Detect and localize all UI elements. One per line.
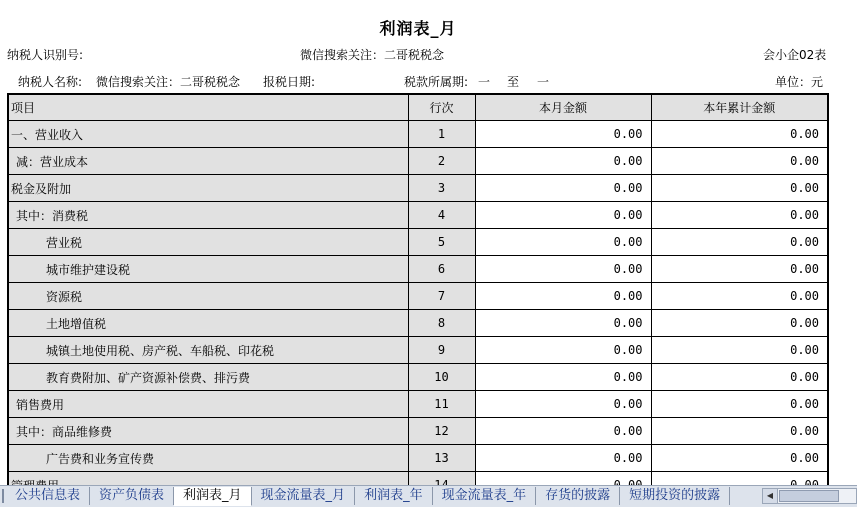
month-amount-cell[interactable]: 0.00 bbox=[475, 148, 651, 175]
table-row bbox=[8, 418, 828, 445]
row-number-cell[interactable]: 3 bbox=[408, 175, 475, 202]
tax-period-to: 一 bbox=[537, 75, 550, 89]
month-amount-cell[interactable]: 0.00 bbox=[475, 256, 651, 283]
row-item-cell[interactable]: 城镇土地使用税、房产税、车船税、印花税 bbox=[8, 337, 408, 364]
row-item-cell[interactable]: 减：营业成本 bbox=[8, 148, 408, 175]
ytd-amount-cell[interactable]: 0.00 bbox=[651, 337, 828, 364]
row-number-cell[interactable]: 1 bbox=[408, 121, 475, 148]
scroll-left-icon[interactable]: ◀ bbox=[763, 489, 778, 503]
tab-scroll-handle[interactable] bbox=[2, 489, 4, 503]
ytd-amount-cell[interactable]: 0.00 bbox=[651, 418, 828, 445]
month-amount-cell[interactable]: 0.00 bbox=[475, 445, 651, 472]
month-amount-cell[interactable]: 0.00 bbox=[475, 337, 651, 364]
tab-cash-flow-annual[interactable]: 现金流量表_年 bbox=[433, 487, 537, 505]
row-item-cell[interactable]: 其中：商品维修费 bbox=[8, 418, 408, 445]
row-number-cell[interactable]: 7 bbox=[408, 283, 475, 310]
horizontal-scrollbar[interactable] bbox=[762, 488, 857, 504]
filing-date-label: 报税日期: bbox=[263, 75, 316, 89]
column-header-item[interactable]: 项目 bbox=[8, 94, 408, 121]
tab-inventory-disclosure[interactable]: 存货的披露 bbox=[536, 487, 620, 505]
tax-period-from: 一 bbox=[478, 75, 491, 89]
row-item-cell[interactable]: 一、营业收入 bbox=[8, 121, 408, 148]
column-header-month-amount[interactable]: 本月金额 bbox=[475, 94, 651, 121]
ytd-amount-cell[interactable]: 0.00 bbox=[651, 202, 828, 229]
row-number-cell[interactable]: 11 bbox=[408, 391, 475, 418]
column-header-line-no[interactable]: 行次 bbox=[408, 94, 475, 121]
row-number-cell[interactable]: 5 bbox=[408, 229, 475, 256]
row-number-cell[interactable]: 8 bbox=[408, 310, 475, 337]
sheet-tabs bbox=[0, 486, 760, 507]
tab-income-statement-monthly[interactable]: 利润表_月 bbox=[174, 487, 252, 506]
month-amount-cell[interactable]: 0.00 bbox=[475, 202, 651, 229]
ytd-amount-cell[interactable]: 0.00 bbox=[651, 256, 828, 283]
taxpayer-name-label: 纳税人名称: bbox=[18, 75, 83, 89]
taxpayer-name-value: 微信搜索关注：二哥税税念 bbox=[96, 75, 241, 89]
ytd-amount-cell[interactable]: 0.00 bbox=[651, 175, 828, 202]
sheet-tab-bar bbox=[0, 485, 857, 507]
ytd-amount-cell[interactable]: 0.00 bbox=[651, 283, 828, 310]
wechat-notice: 微信搜索关注：二哥税税念 bbox=[300, 48, 445, 62]
row-item-cell[interactable]: 营业税 bbox=[8, 229, 408, 256]
month-amount-cell[interactable]: 0.00 bbox=[475, 175, 651, 202]
table-header-row bbox=[8, 94, 828, 121]
row-item-cell[interactable]: 广告费和业务宣传费 bbox=[8, 445, 408, 472]
month-amount-cell[interactable]: 0.00 bbox=[475, 121, 651, 148]
table-row bbox=[8, 283, 828, 310]
table-row bbox=[8, 229, 828, 256]
row-number-cell[interactable]: 6 bbox=[408, 256, 475, 283]
row-item-cell[interactable]: 城市维护建设税 bbox=[8, 256, 408, 283]
row-number-cell[interactable]: 10 bbox=[408, 364, 475, 391]
table-row bbox=[8, 391, 828, 418]
table-row bbox=[8, 364, 828, 391]
row-item-cell[interactable]: 销售费用 bbox=[8, 391, 408, 418]
row-number-cell[interactable]: 12 bbox=[408, 418, 475, 445]
month-amount-cell[interactable]: 0.00 bbox=[475, 310, 651, 337]
income-statement-table bbox=[7, 93, 829, 499]
ytd-amount-cell[interactable]: 0.00 bbox=[651, 445, 828, 472]
scroll-thumb[interactable] bbox=[779, 490, 839, 502]
unit-label: 单位：元 bbox=[775, 75, 824, 89]
table-row bbox=[8, 445, 828, 472]
tab-cash-flow-monthly[interactable]: 现金流量表_月 bbox=[252, 487, 356, 505]
month-amount-cell[interactable]: 0.00 bbox=[475, 283, 651, 310]
tab-public-info[interactable]: 公共信息表 bbox=[6, 487, 90, 505]
row-item-cell[interactable]: 土地增值税 bbox=[8, 310, 408, 337]
tax-period-to-label: 至 bbox=[507, 75, 520, 89]
row-number-cell[interactable]: 9 bbox=[408, 337, 475, 364]
tax-period-label: 税款所属期: bbox=[404, 75, 469, 89]
row-item-cell[interactable]: 教育费附加、矿产资源补偿费、排污费 bbox=[8, 364, 408, 391]
table-row bbox=[8, 148, 828, 175]
tab-balance-sheet[interactable]: 资产负债表 bbox=[90, 487, 174, 505]
month-amount-cell[interactable]: 0.00 bbox=[475, 391, 651, 418]
ytd-amount-cell[interactable]: 0.00 bbox=[651, 121, 828, 148]
row-item-cell[interactable]: 资源税 bbox=[8, 283, 408, 310]
table-row bbox=[8, 202, 828, 229]
ytd-amount-cell[interactable]: 0.00 bbox=[651, 310, 828, 337]
table-row bbox=[8, 310, 828, 337]
table-row bbox=[8, 175, 828, 202]
tab-income-statement-annual[interactable]: 利润表_年 bbox=[355, 487, 433, 505]
report-title: 利润表_月 bbox=[379, 19, 457, 38]
form-code: 会小企02表 bbox=[763, 48, 827, 62]
month-amount-cell[interactable]: 0.00 bbox=[475, 364, 651, 391]
month-amount-cell[interactable]: 0.00 bbox=[475, 229, 651, 256]
taxpayer-id-label: 纳税人识别号: bbox=[7, 48, 84, 62]
ytd-amount-cell[interactable]: 0.00 bbox=[651, 391, 828, 418]
row-item-cell[interactable]: 其中：消费税 bbox=[8, 202, 408, 229]
row-number-cell[interactable]: 13 bbox=[408, 445, 475, 472]
ytd-amount-cell[interactable]: 0.00 bbox=[651, 229, 828, 256]
table-row bbox=[8, 121, 828, 148]
month-amount-cell[interactable]: 0.00 bbox=[475, 418, 651, 445]
ytd-amount-cell[interactable]: 0.00 bbox=[651, 364, 828, 391]
ytd-amount-cell[interactable]: 0.00 bbox=[651, 148, 828, 175]
column-header-ytd-amount[interactable]: 本年累计金额 bbox=[651, 94, 828, 121]
row-item-cell[interactable]: 税金及附加 bbox=[8, 175, 408, 202]
row-number-cell[interactable]: 4 bbox=[408, 202, 475, 229]
row-number-cell[interactable]: 2 bbox=[408, 148, 475, 175]
tab-short-term-investment-disclosure[interactable]: 短期投资的披露 bbox=[620, 487, 730, 505]
table-row bbox=[8, 337, 828, 364]
table-row bbox=[8, 256, 828, 283]
